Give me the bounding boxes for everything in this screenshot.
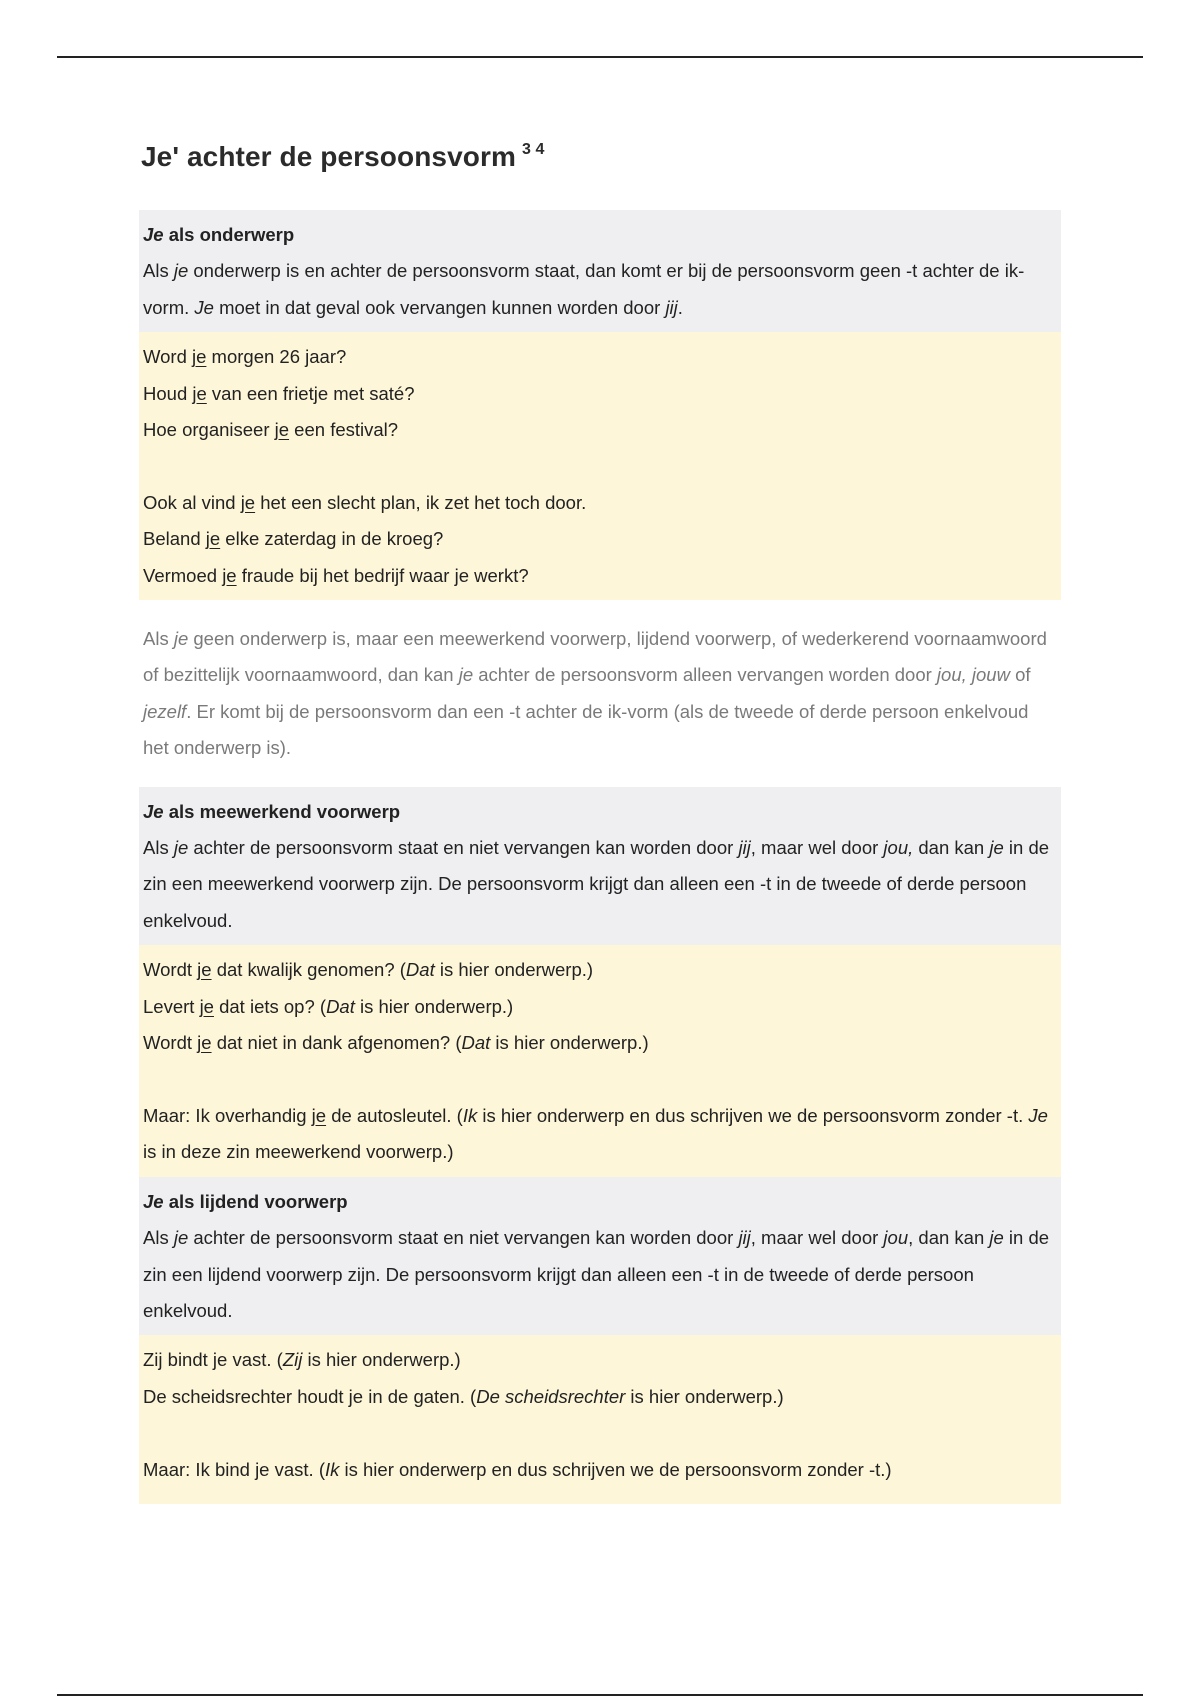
examples-lijdend [139,1335,1061,1504]
text-run: in de zin een lijdend voorwerp zijn. De persoonsvorm krijgt dan alleen een -t in de tweede of derde persoon enkelvoud. [143,1227,1050,1321]
emphasis-text: Ik [462,1104,478,1126]
top-rule [57,56,1143,58]
emphasis-text: je [173,1227,189,1249]
example-sentence [143,558,1057,594]
section-toelichting [139,600,1061,787]
example-sentence [143,1342,1057,1378]
underlined-je: je [192,382,207,404]
heading-emphasis: Je [143,224,164,245]
underlined-je: je [192,346,207,368]
blank-line [143,1062,1057,1098]
section-explanation [143,830,1057,939]
text-run: elke zaterdag in de kroeg? [220,528,444,550]
emphasis-text: jou, [883,837,914,859]
text-run: Als [143,628,174,650]
text-run: dan kan [913,837,990,859]
toelichting-text [143,621,1057,767]
text-run: . Er komt bij de persoonsvorm dan een -t achter de ik-vorm (als de tweede of derde persoon enkelvoud het onderwerp is). [143,700,1029,759]
underlined-je: je [240,491,256,513]
text-run: van een frietje met saté? [206,382,415,404]
emphasis-text: Dat [405,959,435,981]
examples-onderwerp [139,332,1061,600]
text-run: onderwerp is en achter de persoonsvorm staat, dan komt er bij de persoonsvorm geen -t achter de ik-vorm. [143,260,1025,318]
text-run: is hier onderwerp.) [354,995,514,1017]
emphasis-text: Zij [282,1349,303,1371]
heading-text: als meewerkend voorwerp [163,800,401,822]
emphasis-text: Dat [461,1032,491,1054]
text-run: , maar wel door [750,837,884,859]
footnote-refs: 3 4 [521,141,545,158]
text-run: De scheidsrechter houdt je in de gaten. ( [143,1385,477,1407]
text-run: , maar wel door [750,1227,884,1249]
text-run: is in deze zin meewerkend voorwerp.) [143,1141,454,1163]
text-run: is hier onderwerp en dus schrijven we de persoonsvorm zonder -t.) [339,1458,892,1480]
text-run: Houd [143,382,193,404]
text-run: dat niet in dank afgenomen? ( [211,1032,462,1054]
text-run: is hier onderwerp.) [434,959,594,981]
emphasis-text: jou [883,1227,909,1249]
example-sentence [143,412,1057,448]
example-sentence [143,521,1057,557]
example-sentence [143,376,1057,412]
text-run: Word [143,346,193,368]
emphasis-text: Dat [326,995,355,1017]
underlined-je: je [197,1032,212,1054]
text-run: is hier onderwerp en dus schrijven we de persoonsvorm zonder -t. [477,1104,1029,1126]
emphasis-text: je [989,1227,1004,1249]
example-sentence [143,1379,1057,1415]
text-run: , dan kan [908,1227,990,1249]
text-run: fraude bij het bedrijf waar je werkt? [236,564,529,586]
text-run: Als [143,260,174,282]
heading-emphasis: Je [143,800,164,822]
emphasis-text: jezelf [143,700,187,722]
blank-line [143,448,1057,484]
example-sentence [143,485,1057,521]
text-run: Maar: Ik overhandig [143,1104,312,1126]
text-run: Ook al vind [143,491,241,513]
emphasis-text: jij [738,837,751,859]
underlined-je: je [311,1104,327,1126]
section-heading [143,794,1057,830]
section-meewerkend [139,787,1061,946]
text-run: . [677,296,683,318]
section-heading [143,1184,1057,1220]
emphasis-text: jij [665,296,678,318]
text-run: dat iets op? ( [213,995,327,1017]
text-run: Als [143,837,174,859]
title-text: Je' achter de persoonsvorm [141,141,516,172]
emphasis-text: De scheidsrechter [476,1385,626,1407]
emphasis-text: je [458,664,474,686]
text-run: Wordt [143,1032,198,1054]
example-sentence [143,1025,1057,1061]
text-run: in de zin een meewerkend voorwerp zijn. De persoonsvorm krijgt dan alleen een -t in de tweede of derde persoon enkelvoud. [143,837,1050,931]
text-run: Levert [143,995,200,1017]
text-run: achter de persoonsvorm alleen vervangen worden door [473,664,937,686]
example-sentence [143,1098,1057,1171]
text-run: geen onderwerp is, maar een meewerkend voorwerp, lijdend voorwerp, of wederkerend voornaamwoord of bezittelijk voornaamwoord, dan kan [143,628,1047,686]
text-run: of [1009,664,1031,686]
emphasis-text: jou, jouw [936,664,1010,686]
document-body [139,210,1061,1504]
emphasis-text: Je [194,296,214,318]
section-explanation [143,1220,1057,1329]
example-sentence [143,339,1057,375]
emphasis-text: jij [738,1227,751,1249]
example-sentence [143,952,1057,988]
underlined-je: je [197,959,212,981]
text-run: moet in dat geval ook vervangen kunnen worden door [213,296,666,318]
text-run: de autosleutel. ( [326,1104,463,1126]
example-sentence [143,989,1057,1025]
text-run: Wordt [143,959,198,981]
heading-emphasis: Je [143,1190,164,1212]
emphasis-text: je [989,837,1004,859]
text-run: Vermoed [143,564,223,586]
text-run: is hier onderwerp.) [490,1032,649,1054]
text-run: Zij bindt je vast. ( [143,1349,283,1371]
text-run: Beland [143,528,206,550]
heading-text: als lijdend voorwerp [163,1190,348,1212]
underlined-je: je [222,564,237,586]
emphasis-text: je [173,628,189,650]
text-run: achter de persoonsvorm staat en niet vervangen kan worden door [188,837,739,859]
section-heading [143,217,1057,253]
text-run: het een slecht plan, ik zet het toch door. [255,491,587,513]
text-run: een festival? [289,419,399,441]
text-run: morgen 26 jaar? [206,346,347,368]
underlined-je: je [274,419,290,441]
underlined-je: je [199,995,214,1017]
text-run: Maar: Ik bind je vast. ( [143,1458,325,1480]
section-explanation [143,253,1057,326]
section-onderwerp [139,210,1061,332]
section-lijdend [139,1177,1061,1336]
underlined-je: je [205,528,221,550]
text-run: Als [143,1227,174,1249]
emphasis-text: je [173,260,189,282]
emphasis-text: Je [1028,1104,1048,1126]
text-run: Hoe organiseer [143,419,275,441]
text-run: dat kwalijk genomen? ( [211,959,406,981]
text-run: is hier onderwerp.) [625,1385,784,1407]
emphasis-text: Ik [324,1458,340,1480]
text-run: is hier onderwerp.) [302,1349,461,1371]
bottom-rule [57,1694,1143,1696]
examples-meewerkend [139,945,1061,1176]
text-run: achter de persoonsvorm staat en niet vervangen kan worden door [188,1227,739,1249]
page-title [141,141,545,173]
blank-line [143,1415,1057,1451]
heading-text: als onderwerp [163,224,295,245]
example-sentence [143,1452,1057,1488]
emphasis-text: je [173,837,189,859]
